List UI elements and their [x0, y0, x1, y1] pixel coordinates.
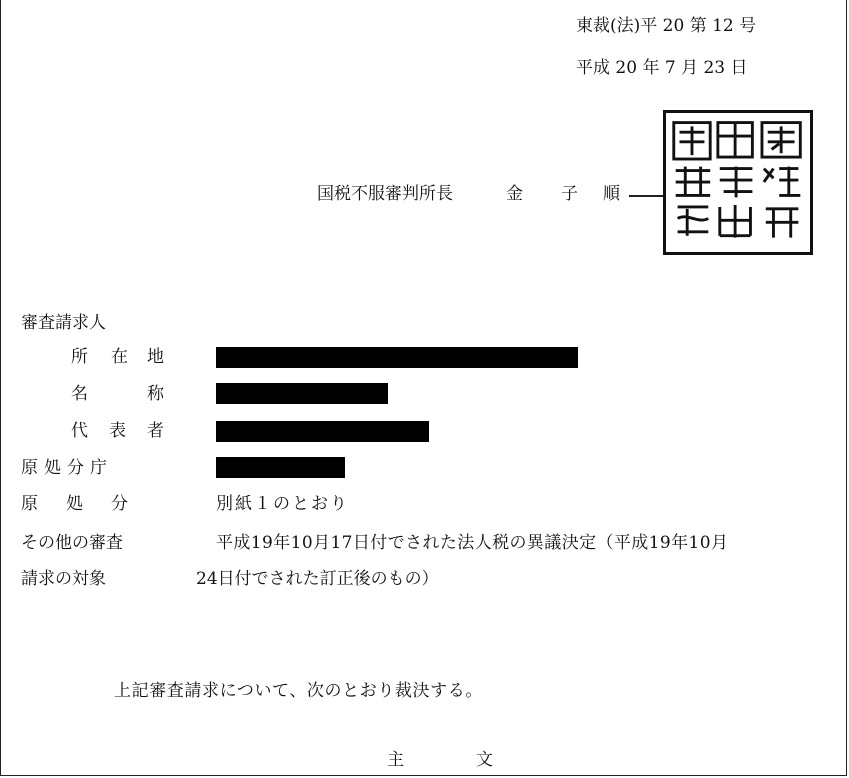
other-target-value-line-2: 24日付でされた訂正後のもの）: [196, 569, 439, 589]
location-label-char-3: 地: [147, 347, 164, 367]
name-label-char-1: 名: [71, 384, 88, 404]
original-disposition-label-char-3: 分: [111, 494, 128, 514]
name-label-char-2: 称: [147, 384, 164, 404]
other-target-value-line-1: 平成19年10月17日付でされた法人税の異議決定（平成19年10月: [216, 533, 729, 553]
document-date: 平成 20 年 7 月 23 日: [576, 58, 748, 78]
redaction-bar-original-office: [216, 457, 345, 478]
requester-heading: 審査請求人: [21, 313, 106, 333]
representative-label-char-1: 代: [71, 421, 88, 441]
document-number: 東裁(法)平 20 第 12 号: [576, 16, 757, 36]
section-heading-char-1: 主: [387, 750, 404, 770]
section-heading-char-2: 文: [476, 750, 493, 770]
redaction-bar-name: [216, 383, 388, 404]
redaction-bar-representative: [216, 421, 429, 442]
representative-label-char-2: 表: [109, 421, 126, 441]
original-disposition-label-char-1: 原: [21, 494, 38, 514]
other-target-label-line-2: 請求の対象: [21, 569, 106, 589]
issuer-name-char-2: 子: [561, 184, 578, 204]
issuer-name-char-3: 順: [603, 184, 620, 204]
representative-label-char-3: 者: [147, 421, 164, 441]
official-seal: [663, 110, 813, 255]
location-label-char-2: 在: [111, 347, 128, 367]
original-disposition-label-char-2: 処: [66, 494, 83, 514]
original-office-label: 原処分庁: [21, 458, 113, 478]
location-label-char-1: 所: [71, 347, 88, 367]
issuer-title: 国税不服審判所長: [317, 184, 453, 204]
issuer-name-char-1: 金: [506, 184, 523, 204]
redaction-bar-location: [216, 347, 578, 368]
seal-stamp-icon: [666, 113, 810, 252]
original-disposition-value: 別紙１のとおり: [216, 494, 349, 514]
decision-statement: 上記審査請求について、次のとおり裁決する。: [114, 681, 483, 701]
seal-connector-line: [629, 195, 665, 197]
other-target-label-line-1: その他の審査: [21, 533, 123, 553]
